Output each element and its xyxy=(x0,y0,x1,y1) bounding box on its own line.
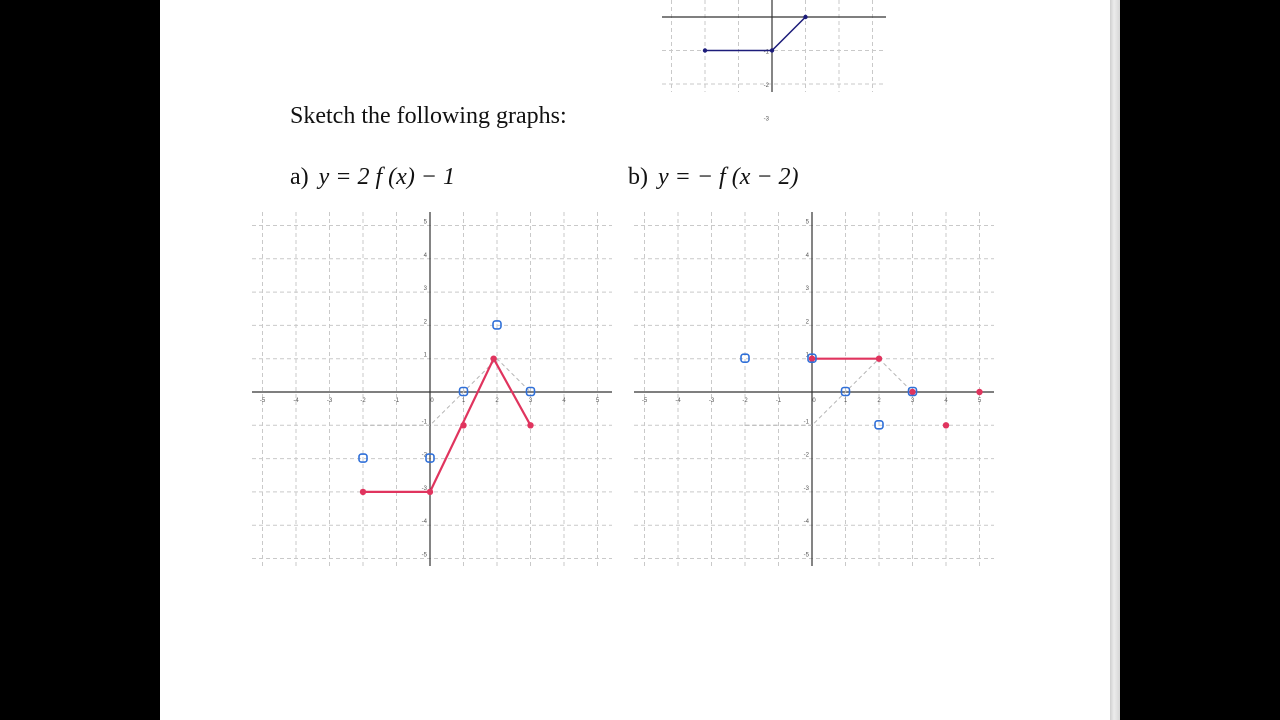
y-tick-label: 1 xyxy=(423,352,427,359)
x-tick-label: 3 xyxy=(528,398,533,404)
x-tick-label: 3 xyxy=(910,398,915,404)
x-tick-label: 4 xyxy=(562,398,566,404)
sketch-red-point xyxy=(427,489,433,495)
x-tick-label: 0 xyxy=(430,398,434,404)
y-tick-label: -3 xyxy=(803,485,809,492)
chart-0 xyxy=(662,0,886,123)
sketch-red-point xyxy=(360,489,366,495)
y-tick-label: 2 xyxy=(423,319,427,326)
y-tick-label: -1 xyxy=(763,49,769,56)
sketch-red-point xyxy=(976,389,982,395)
sketch-red-point xyxy=(460,422,466,428)
y-tick-label: 4 xyxy=(423,252,427,259)
y-tick-label: -2 xyxy=(421,452,427,459)
y-tick-label: -1 xyxy=(803,419,809,426)
original-function-point xyxy=(703,48,707,52)
x-tick-label: -3 xyxy=(326,398,333,404)
y-tick-label: -3 xyxy=(763,116,769,123)
y-tick-label: 1 xyxy=(805,352,809,359)
x-tick-label: 0 xyxy=(812,398,816,404)
sketch-red-point xyxy=(943,422,949,428)
y-tick-label: -2 xyxy=(803,452,809,459)
original-function-point xyxy=(803,15,807,19)
x-tick-label: -4 xyxy=(293,398,299,404)
y-tick-label: 5 xyxy=(805,219,809,226)
x-tick-label: 5 xyxy=(595,398,600,404)
x-tick-label: 1 xyxy=(843,398,848,404)
y-tick-label: -5 xyxy=(421,552,427,559)
x-tick-label: -1 xyxy=(775,398,782,404)
x-tick-label: -5 xyxy=(259,398,266,404)
y-tick-label: -2 xyxy=(763,83,769,89)
sketch-red-point xyxy=(527,422,533,428)
sketch-red-point xyxy=(876,356,882,362)
y-tick-label: -3 xyxy=(421,485,427,492)
x-tick-label: 5 xyxy=(977,398,982,404)
x-tick-label: 2 xyxy=(495,398,499,404)
original-function-line xyxy=(705,17,806,51)
y-tick-label: 3 xyxy=(423,286,427,293)
sketch-red-point xyxy=(809,356,815,362)
y-tick-label: 4 xyxy=(805,252,809,259)
x-tick-label: -2 xyxy=(742,398,748,404)
problem-b-expression: y = − f (x − 2) xyxy=(658,164,799,190)
y-tick-label: 2 xyxy=(805,319,809,326)
x-tick-label: -4 xyxy=(675,398,681,404)
sketch-red-point xyxy=(909,389,915,395)
y-tick-label: 5 xyxy=(423,219,427,226)
chart-1 xyxy=(252,212,612,566)
y-tick-label: -4 xyxy=(421,519,427,526)
x-tick-label: -3 xyxy=(708,398,715,404)
x-tick-label: -2 xyxy=(360,398,366,404)
problem-b-letter: b) xyxy=(628,164,648,190)
x-tick-label: 4 xyxy=(944,398,948,404)
sketch-red-point xyxy=(490,356,496,362)
chart-2 xyxy=(634,212,994,566)
x-tick-label: -5 xyxy=(641,398,648,404)
x-tick-label: -1 xyxy=(393,398,400,404)
x-tick-label: 2 xyxy=(877,398,881,404)
y-tick-label: -5 xyxy=(803,552,809,559)
y-tick-label: -4 xyxy=(803,519,809,526)
y-tick-label: 3 xyxy=(805,286,809,293)
problem-a-expression: y = 2 f (x) − 1 xyxy=(318,164,456,190)
y-tick-label: -1 xyxy=(421,419,427,426)
instruction-text: Sketch the following graphs: xyxy=(290,103,567,129)
original-function-point xyxy=(770,48,774,52)
x-tick-label: 1 xyxy=(461,398,466,404)
problem-a-letter: a) xyxy=(290,164,309,190)
